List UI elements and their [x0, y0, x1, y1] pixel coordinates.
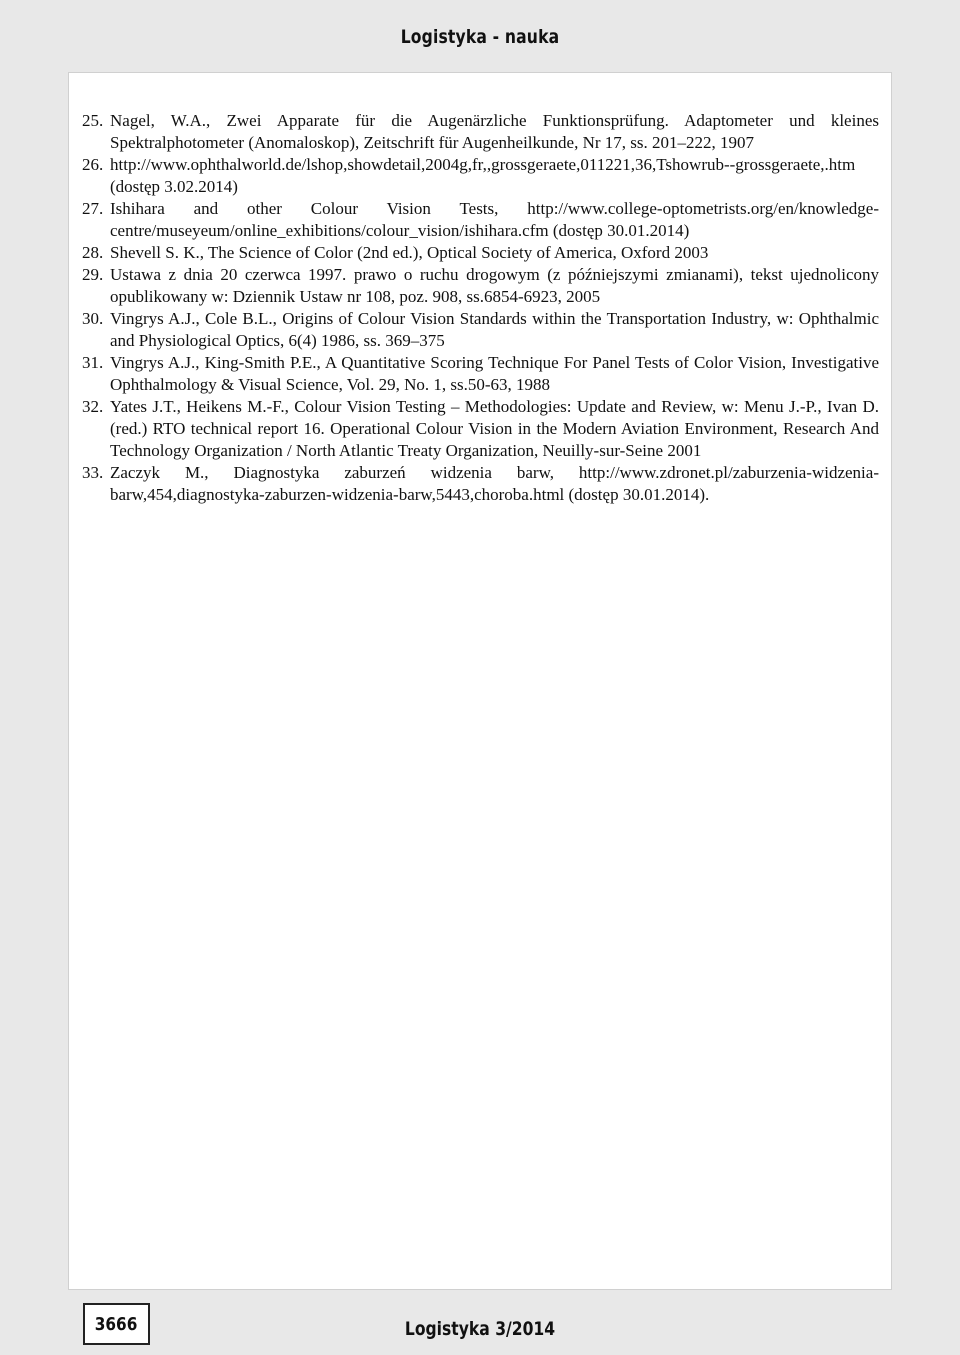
reference-text: Vingrys A.J., Cole B.L., Origins of Colour Vision Standards within the Transportation Industry, w: Ophthalmic and Physiological Optics, 6(4) 1986, ss. 369–375 [110, 309, 879, 350]
reference-number: 25. [82, 111, 104, 130]
running-header-title: Logistyka - nauka [400, 26, 560, 48]
reference-item [82, 242, 879, 264]
reference-item [82, 154, 879, 198]
reference-item [82, 462, 879, 506]
reference-number: 32. [82, 397, 104, 416]
reference-text: Ustawa z dnia 20 czerwca 1997. prawo o ruchu drogowym (z późniejszymi zmianami), tekst ujednolicony opublikowany w: Dziennik Ustaw nr 108, poz. 908, ss.6854-6923, 2005 [110, 265, 879, 306]
reference-item [82, 264, 879, 308]
reference-number: 29. [82, 265, 104, 284]
page-number: 3666 [95, 1313, 138, 1335]
reference-number: 26. [82, 155, 104, 174]
reference-text: Vingrys A.J., King-Smith P.E., A Quantitative Scoring Technique For Panel Tests of Color Vision, Investigative Ophthalmology & Visual Science, Vol. 29, No. 1, ss.50-63, 1988 [110, 353, 879, 394]
reference-text: Shevell S. K., The Science of Color (2nd ed.), Optical Society of America, Oxford 2003 [110, 243, 709, 262]
reference-item [82, 308, 879, 352]
footer-journal-issue: Logistyka 3/2014 [404, 1318, 556, 1340]
reference-number: 33. [82, 463, 104, 482]
reference-item [82, 198, 879, 242]
reference-text: Zaczyk M., Diagnostyka zaburzeń widzenia barw, http://www.zdronet.pl/zaburzenia-widzenia-barw,454,diagnostyka-zaburzen-widzenia-barw,5443,choroba.html (dostęp 30.01.2014). [110, 463, 879, 504]
reference-text: http://www.ophthalworld.de/lshop,showdetail,2004g,fr,,grossgeraete,011221,36,Tshowrub--grossgeraete,.htm (dostęp 3.02.2014) [110, 155, 856, 196]
reference-text: Yates J.T., Heikens M.-F., Colour Vision Testing – Methodologies: Update and Review, w: Menu J.-P., Ivan D. (red.) RTO technical report 16. Operational Colour Vision in the Modern Aviation Environment, Research And Technology Organization / North Atlantic Treaty Organization, Neuilly-sur-Seine 2001 [110, 397, 879, 460]
reference-text: Ishihara and other Colour Vision Tests, http://www.college-optometrists.org/en/knowledge-centre/museyeum/online_exhibitions/colour_vision/ishihara.cfm (dostęp 30.01.2014) [110, 199, 879, 240]
reference-number: 27. [82, 199, 104, 218]
reference-list [82, 110, 879, 506]
reference-text: Nagel, W.A., Zwei Apparate für die Augenärzliche Funktionsprüfung. Adaptometer und kleines Spektralphotometer (Anomaloskop), Zeitschrift für Augenheilkunde, Nr 17, ss. 201–222, 1907 [110, 111, 879, 152]
reference-item [82, 396, 879, 462]
reference-number: 31. [82, 353, 104, 372]
reference-number: 30. [82, 309, 104, 328]
reference-item [82, 110, 879, 154]
reference-number: 28. [82, 243, 104, 262]
reference-item [82, 352, 879, 396]
